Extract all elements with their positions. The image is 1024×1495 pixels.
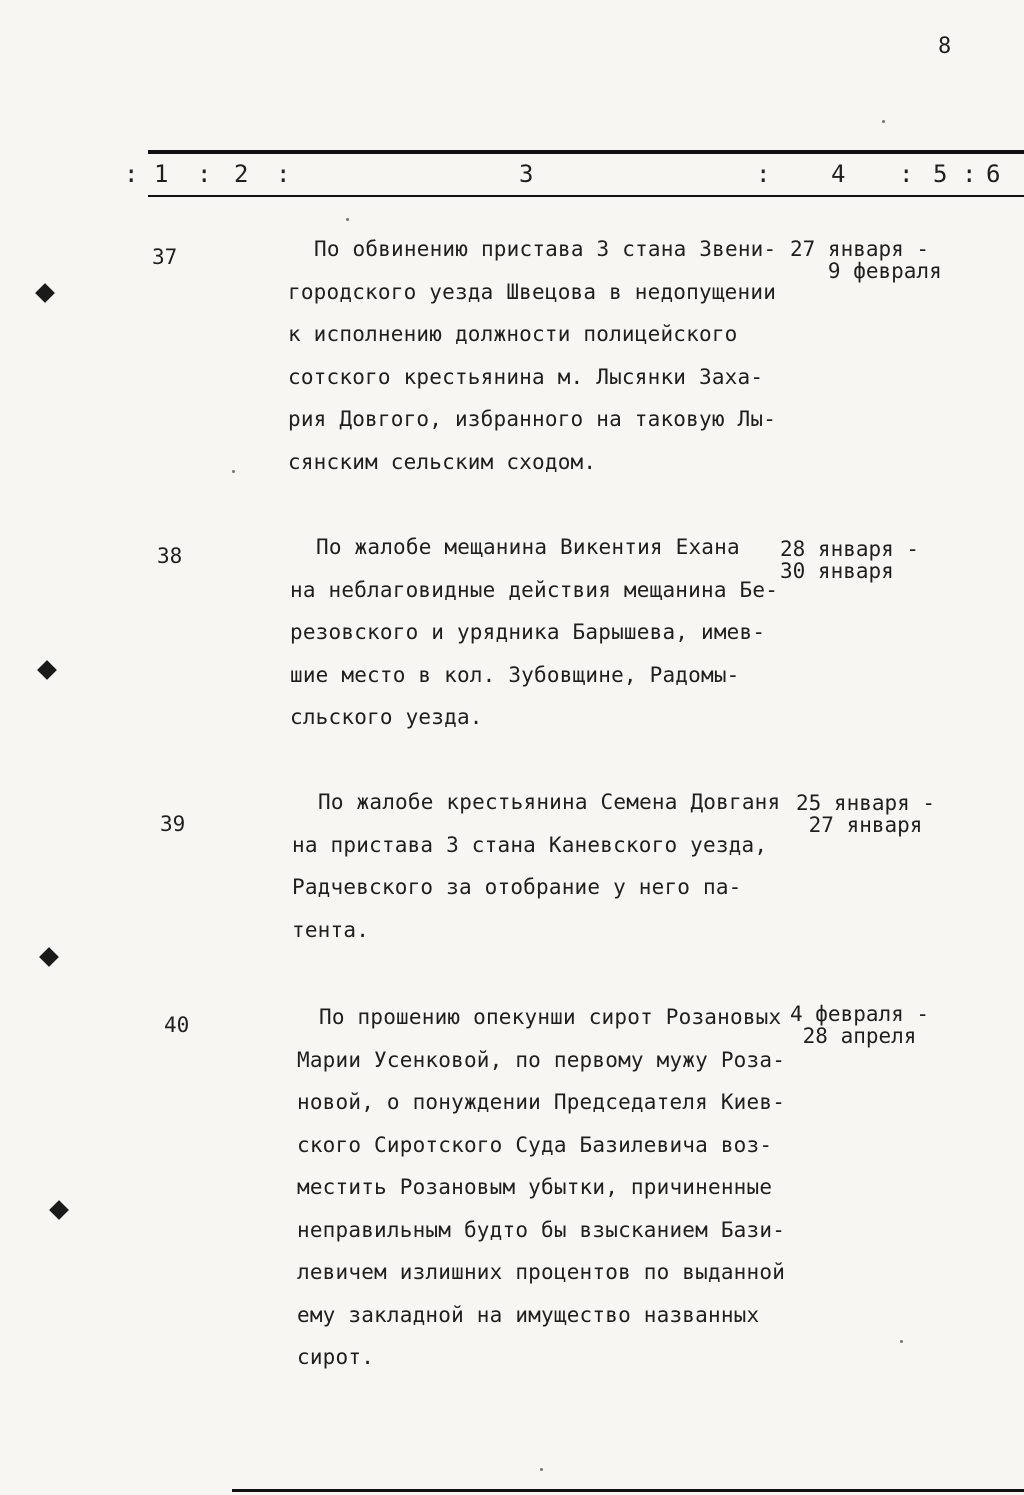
punch-mark-icon [49,1200,69,1220]
scan-speck [540,1468,543,1471]
entry-dates: 28 января - 30 января [780,537,920,583]
header-top-rule [148,150,1024,154]
entry-number: 40 [164,1013,190,1037]
column-separator: : [276,160,291,188]
column-separator: : [962,160,977,188]
entry-description: По жалобе крестьянина Семена Довганя на пристава 3 стана Каневского уезда, Радчевского за отобрание у него па- тента. [292,790,781,942]
header-bottom-rule [148,195,1024,197]
punch-mark-icon [37,660,57,680]
entry-dates: 4 февраля - 28 апреля [790,1002,930,1048]
scan-speck [882,120,885,123]
column-separator: : [899,160,914,188]
entry-number: 37 [152,245,178,269]
entry-description: По обвинению пристава 3 стана Звени- городского уезда Швецова в недопущении к исполнению должности полицейского сотского крестьянина м. Лысянки Заха- рия Довгого, избранного на таковую Лы- сянским сельским сходом. [288,237,777,474]
column-header-4: 4 [831,160,846,188]
entry-number: 39 [160,812,186,836]
column-header-2: 2 [234,160,249,188]
column-separator: : [197,160,212,188]
column-header-6: 6 [986,160,1001,188]
column-separator: : [756,160,771,188]
scan-speck [232,470,235,473]
column-header-5: 5 [933,160,948,188]
column-header-1: 1 [154,160,169,188]
entry-dates: 25 января - 27 января [796,791,936,837]
entry-dates: 27 января - 9 февраля [790,237,942,283]
entry-description: По прошению опекунши сирот Розановых Марии Усенковой, по первому мужу Роза- новой, о понуждении Председателя Киев- ского Сиротского Суда Базилевича воз- местить Розановым убытки, причиненные неправильным будто бы взысканием Бази- левичем излишних процентов по выданной ему закладной на имущество названных сирот. [297,1005,786,1369]
column-header-3: 3 [519,160,534,188]
entry-description: По жалобе мещанина Викентия Ехана на неблаговидные действия мещанина Бе- резовского и урядника Барышева, имев- шие место в кол. Зубовщине, Радомы- сльского уезда. [290,535,779,729]
scan-speck [346,218,349,221]
punch-mark-icon [35,283,55,303]
page-number: 8 [938,34,952,59]
page-bottom-edge [232,1489,1024,1492]
punch-mark-icon [39,947,59,967]
column-separator: : [124,160,139,188]
entry-number: 38 [157,544,183,568]
scan-speck [900,1340,903,1343]
